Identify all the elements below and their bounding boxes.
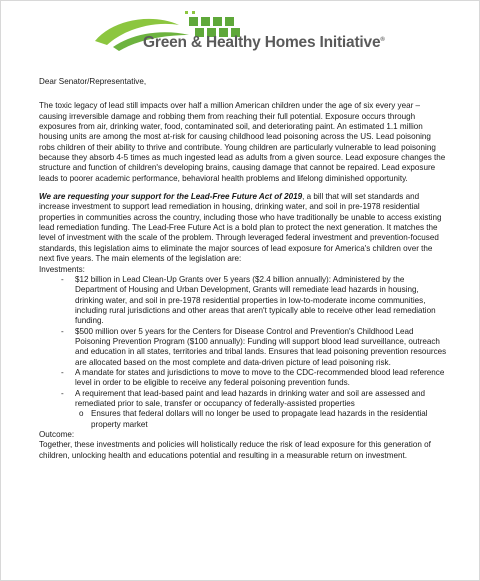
request-paragraph bbox=[39, 192, 447, 264]
salutation: Dear Senator/Representative, bbox=[39, 77, 147, 86]
investments-list bbox=[39, 275, 447, 409]
list-item: - A mandate for states and jurisdictions to move to move to the CDC-recommended blood lead reference level in order to be eligible to receive any federal poisoning prevention funds. bbox=[75, 368, 447, 389]
investments-label: Investments: bbox=[39, 264, 85, 274]
letter-body bbox=[39, 77, 447, 461]
sub-list bbox=[39, 409, 447, 430]
request-body: , a bill that will set standards and increase investment to support lead remediation in housing, drinking water, and soil in pre-1978 residential properties in communities across the country, including those who have traditionally be unable to access existing lead remediation funding. The Lead-Free Future Act is a bold plan to protect the next generation. It matches the level of investment with the scale of the problem. Through leveraged federal investment and prevention-focused standards, this legislation aims to eliminate the major sources of lead exposure for America's children over the next five years. The main elements of the legislation are: bbox=[39, 192, 442, 264]
sub-list-item: o Ensures that federal dollars will no longer be used to propagate lead hazards in the residential property market bbox=[91, 409, 447, 430]
request-lead: We are requesting your support for the Lead-Free Future Act of 2019 bbox=[39, 192, 303, 202]
outcome-label: Outcome: bbox=[39, 430, 75, 439]
list-item: - $12 billion in Lead Clean-Up Grants over 5 years ($2.4 billion annually): Administered by the Department of Housing and Urban Development, Grants will remediate lead hazards in housing, drinking water, and soil in pre-1978 residential properties in low-to-moderate income communities, including rural jurisdictions and other areas that aren't typically able to receive other lead remediation funding. bbox=[75, 275, 447, 327]
org-name: Green & Healthy Homes Initiative® bbox=[143, 34, 385, 51]
list-item: - $500 million over 5 years for the Centers for Disease Control and Prevention's Childhood Lead Poisoning Prevention Program ($100 annually): Funding will support blood lead surveillance, outreach and education in all states, territories and tribal lands. Ensures that lead poisoning prevention resources are allocated based on the most complete and data-driven picture of lead poisoning risk. bbox=[75, 327, 447, 368]
intro-paragraph: The toxic legacy of lead still impacts over half a million American children under the age of six every year – causing irreversible damage and robbing them from reaching their full potential. Exposure occurs through exposures from air, drinking water, food, contaminated soil, and deteriorating paint. An estimated 1.1 million housing units are among the most at-risk for causing childhood lead poisoning across the US. Lead poisoning robs children of their ability to thrive and contribute. Young children are particularly vulnerable to lead poisoning because they absorb 4-5 times as much ingested lead as adults from a given source. Lead exposure changes the structure and function of children's developing brains, causing damage that cannot be repaired. Lead exposure leads to poorer academic performance, behavioral health problems and lifelong diminished opportunity. bbox=[39, 101, 446, 183]
list-item: - A requirement that lead-based paint and lead hazards in drinking water and soil are assessed and remediated prior to sale, transfer or occupancy of federally-assisted properties bbox=[75, 389, 447, 410]
outcome-paragraph: Together, these investments and policies will holistically reduce the risk of lead exposure for this generation of children, unlocking health and educations potential and resulting in a measurable return on investment. bbox=[39, 440, 431, 460]
